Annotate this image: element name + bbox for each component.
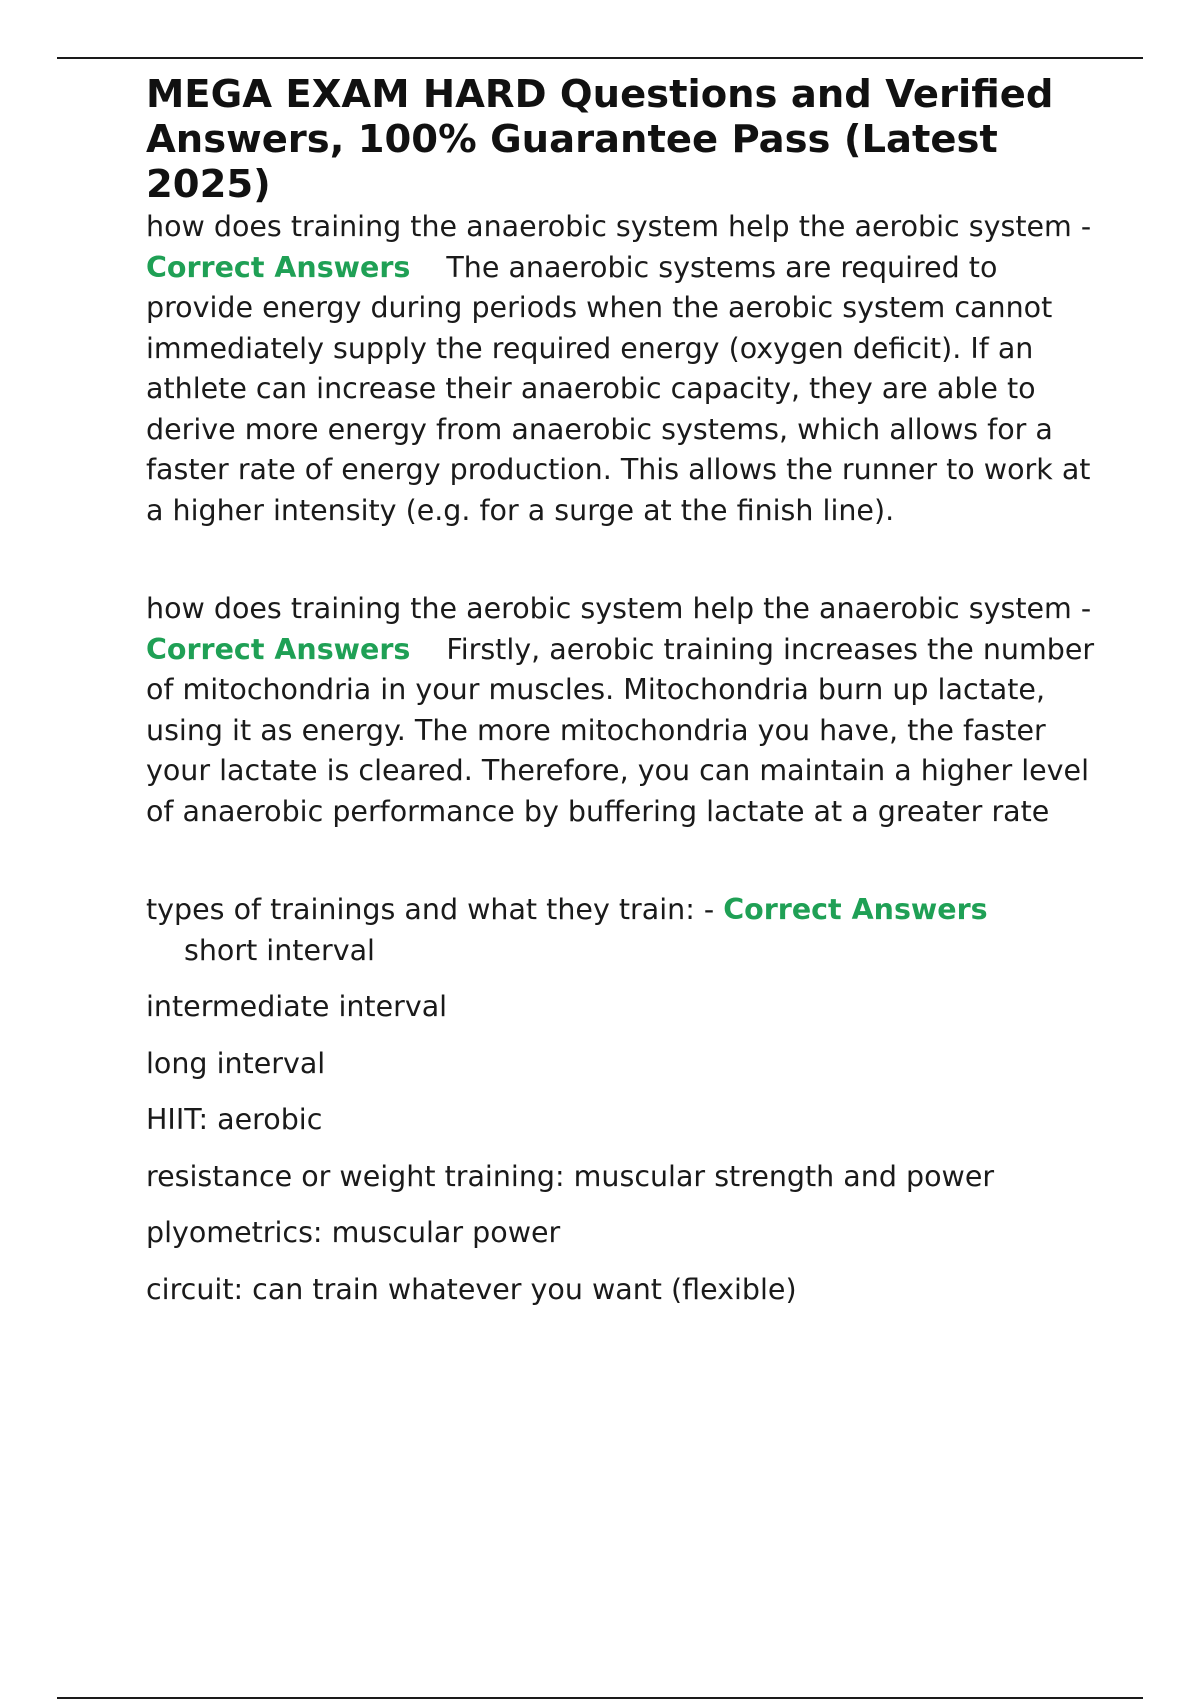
qa-entry-1 <box>146 207 1106 531</box>
top-rule <box>57 57 1143 59</box>
list-item: plyometrics: muscular power <box>146 1216 561 1249</box>
list-item: HIIT: aerobic <box>146 1103 323 1136</box>
list-item: long interval <box>146 1046 326 1080</box>
question-text: how does training the aerobic system help the anaerobic system - <box>146 592 1092 625</box>
list-item: intermediate interval <box>146 990 448 1023</box>
question-text: types of trainings and what they train: - <box>146 893 724 926</box>
qa-entry-3 <box>146 890 1106 971</box>
list-item: circuit: can train whatever you want (flexible) <box>146 1272 797 1306</box>
answer-text: Firstly, aerobic training increases the number of mitochondria in your muscles. Mitochondria burn up lactate, using it as energy. The more mitochondria you have, the faster your lactate is cleared. Therefore, you can maintain a higher level of anaerobic performance by buffering lactate at a greater rate <box>146 632 1095 828</box>
correct-answers-label: Correct Answers <box>146 250 411 284</box>
document-title: MEGA EXAM HARD Questions and Verified Answers, 100% Guarantee Pass (Latest 2025) <box>146 72 1054 207</box>
answer-text: The anaerobic systems are required to provide energy during periods when the aerobic system cannot immediately supply the required energy (oxygen deficit). If an athlete can increase their anaerobic capacity, they are able to derive more energy from anaerobic systems, which allows for a faster rate of energy production. This allows the runner to work at a higher intensity (e.g. for a surge at the finish line). <box>146 250 1091 527</box>
question-text: how does training the anaerobic system help the aerobic system - <box>146 210 1092 243</box>
document-body <box>146 72 1106 1310</box>
answer-text: short interval <box>184 933 375 967</box>
qa-entry-2 <box>146 589 1106 832</box>
correct-answers-label: Correct Answers <box>146 632 411 666</box>
correct-answers-label: Correct Answers <box>723 893 988 926</box>
bottom-rule <box>57 1697 1143 1699</box>
list-item: resistance or weight training: muscular strength and power <box>146 1159 995 1193</box>
